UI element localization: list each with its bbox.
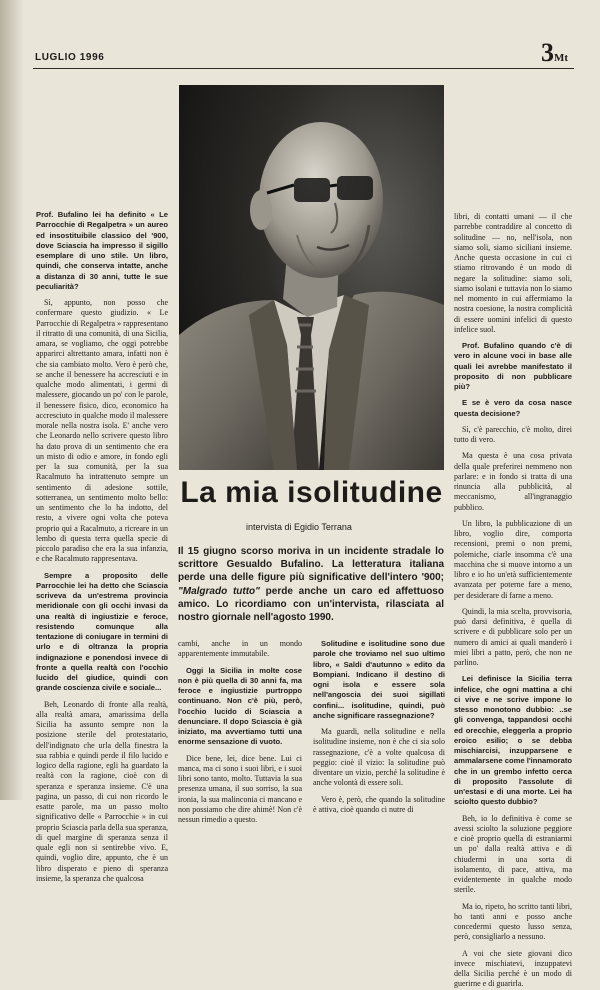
paragraph: Un libro, la pubblicazione di un libro, voglio dire, comporta recensioni, premi o non premi, polemiche, ciarle insomma c'è una macchina che si muove intorno a un libro e io ho un'età sufficientemente avanzata per poterne fare a meno, per desiderare di farne a meno.	[454, 518, 572, 600]
paragraph: Sì, appunto, non posso che confermare questo giudizio. « Le Parrocchie di Regalpetra » rappresentano il ritratto di una comunità, di una Sicilia, amara, se vogliamo, che oggi potrebbe apparirci altrettanto amara, infatti non è che sia cambiato molto. Vero è però che, se anche il benessere ha accresciuti e in qualche modo alimentati, i germi di malessere, giocando un po' con le parole, il benessere fisico, dico, economico ha accresciuto in qualche modo il malessere morale nella nostra isola. E' anche vero che Leonardo nello scrivere questo libro ha dato prova di un sentimento che era un misto di odio e amore, in fondo egli per la sua comunità, per la sua Racalmuto ha intrattenuto sempre un sentimento di adesione sottile, sotterranea, un sentimento molto bello: un sentimento che lo ha indotto, del resto, a vivere ogni volta che poteva proprio qui a Racalmuto, a ricreare in un lembo di questa terra quella specie di piccolo paradiso che era la sua infanzia, e che Racalmuto rappresentava.	[36, 298, 168, 564]
paragraph: Beh, io lo definitiva è come se avessi sciolto la soluzione peggiore e cioè proprio quella di estraniarmi un po' dalla realtà attiva e di chiudermi in una sorta di isolamento, di pace, attiva, ma evidentemente in qualche modo sterile.	[454, 813, 572, 895]
issue-date: LUGLIO 1996	[35, 52, 105, 63]
paragraph: Ma questa è una cosa privata della quale preferirei nemmeno non parlare: e in fondo si tratta di una rinuncia alla pubblicità, al meccanismo, all'ingranaggio pubblico.	[454, 451, 572, 512]
magazine-logo	[541, 40, 568, 71]
paragraph: Beh, Leonardo di fronte alla realtà, alla realtà amara, amarissima della Sicilia ha assunto sempre non la posizione sterile del protestatario, dell'indignato che urla della finestra la sua rabbia e quindi perde il filo lucido e logico della ragione, egli ha guardato la realtà con la ragione, cioè con di speranza e speranza insieme. C'è una pagina, un passo, di cui non ricordo le esatte parole, ma un passo molto significativo delle « Parrocchie » in cui proprio Sciascia parla della sua speranza, di quel margine di speranza senza il quale egli non si sentirebbe vivo. E, quindi, voglio dire, appunto, che è un libro disperato e pieno di speranza insieme, la speranza che qualcosa	[36, 699, 168, 883]
paragraph: libri, di contatti umani — il che parrebbe contraddire al concetto di solitudine — no, nell'isola, non siamo soli, siamo siciliani insieme. Anche questa occasione in cui ci stiamo ritrovando è un modo di negare la solitudine: siamo soli, siamo isolani e tuttavia non lo siamo nel momento in cui affermiamo la nostra coesione, la nostra complicità di essere uomini infelici di questo infelice suol.	[454, 212, 572, 334]
portrait-photo-icon	[179, 85, 444, 470]
column-right	[454, 212, 572, 989]
logo-number: 3	[541, 38, 554, 67]
paragraph: Lei definisce la Sicilia terra infelice, che ogni mattina a chi ci vive e ne scrive impone lo stesso monotono dubbio: ..se gli convenga, tappandosi occhi ed orecchie, eleggerla a proprio eroico esilio; o se debba mischiarcisi, inzupparsene e ammalarsene come l'innamorato che in un grembo infetto cerca di proposito l'assolute di un'estasi e di una morte. Lei ha sciolto questo dubbio?	[454, 674, 572, 807]
paragraph: Dice bene, lei, dice bene. Lui ci manca, ma ci sono i suoi libri, e i suoi libri sono tanto, molto. Tuttavia la sua presenza umana, il suo sorriso, la sua ironia, la sua malinconia ci mancano e non possiamo che dire ahimè! Non c'è nessun rimedio a questo.	[178, 753, 302, 824]
paragraph: Vero è, però, che quando la solitudine è attiva, cioè quando ci nutre di	[313, 794, 445, 814]
logo-superscript: Mt	[554, 52, 569, 64]
lead-part-3: perde anche un caro ed affettuoso amico. Lo ricordiamo con un'intervista, rilasciata al nostro giornale nell'agosto 1990.	[178, 585, 444, 624]
paragraph: Prof. Bufalino lei ha definito « Le Parrocchie di Regalpetra » un aureo ed insostituibile classico del '900, dove Sciascia ha impresso il sigillo esemplare di uno stile. Un libro, quindi, che conserva intatte, anche a distanza di 30 anni, tutte le sue peculiarità?	[36, 210, 168, 291]
paragraph: Solitudine e isolitudine sono due parole che troviamo nel suo ultimo libro, « Saldi d'autunno » edito da Bompiani. Indicano il destino di ogni isola e essere sola nell'angoscia dei suoi sigillati confini... isolitudine, quindi, può anche significare rassegnazione?	[313, 639, 445, 720]
article-byline: intervista di Egidio Terrana	[246, 522, 352, 532]
paragraph: Ma io, ripeto, ho scritto tanti libri, ho tanti anni e posso anche concedermi questo lusso senza, però, consigliarlo a nessuno.	[454, 901, 572, 942]
paragraph: Ma guardi, nella solitudine e nella isolitudine insieme, non è che ci sia solo rassegnazione, c'è a volte qualcosa di peggio: cioè il vizio: la solitudine può diventare un vizio, perché la solitudine è anche volontà di essere soli.	[313, 727, 445, 788]
lead-magazine-name: "Malgrado tutto"	[178, 585, 260, 597]
paragraph: cambi, anche in un mondo apparentemente immutabile.	[178, 639, 302, 659]
article-lead	[178, 545, 444, 624]
paragraph: Sì, c'è parecchio, c'è molto, direi tutto di vero.	[454, 424, 572, 444]
article-title: La mia isolitudine	[180, 476, 443, 509]
paragraph: E se è vero da cosa nasce questa decisione?	[454, 398, 572, 418]
column-center-right	[313, 639, 445, 814]
paragraph: Oggi la Sicilia in molte cose non è più quella di 30 anni fa, ma feroce e ingiustizie purtroppo continuano. Non c'è più, però, l'occhio lucido di Sciascia a denunciare. Il dopo Sciascia è già iniziato, ma avvertiamo tutti una enorme sensazione di vuoto.	[178, 665, 302, 747]
paragraph: Prof. Bufalino quando c'è di vero in alcune voci in base alle quali lei avrebbe manifestato il proposito di non pubblicare più?	[454, 341, 572, 391]
page-gutter-shadow	[0, 0, 24, 800]
header-rule	[33, 68, 574, 69]
paragraph: Sempre a proposito delle Parrocchie lei ha detto che Sciascia scriveva da un'estrema provincia meridionale con gli occhi invasi da una realtà di ingiustizie e feroce, resistendo comunque alla tentazione di coniugare in termini di urlo e di oltranza la propria indignazione e ponendosi invece di fronte a quella realtà con l'occhio lucido del giudice, quindi con grande coscienza civile e sociale...	[36, 570, 168, 693]
column-left	[36, 210, 168, 883]
column-center-left	[178, 639, 302, 824]
paragraph: A voi che siete giovani dico invece mischiatevi, inzuppatevi della Sicilia perché è un modo di guerirne e di guarirla.	[454, 948, 572, 989]
lead-part-1: Il 15 giugno scorso moriva in un incidente stradale lo scrittore Gesualdo Bufalino. La letteratura italiana perde una delle figure più significative dell'intero '900;	[178, 546, 444, 584]
paragraph: Quindi, la mia scelta, provvisoria, può darsi definitiva, è quella di scrivere e di pubblicare solo per un numero di amici ai quali manderò i miei libri a patto, però, che non ne parlino.	[454, 606, 572, 667]
